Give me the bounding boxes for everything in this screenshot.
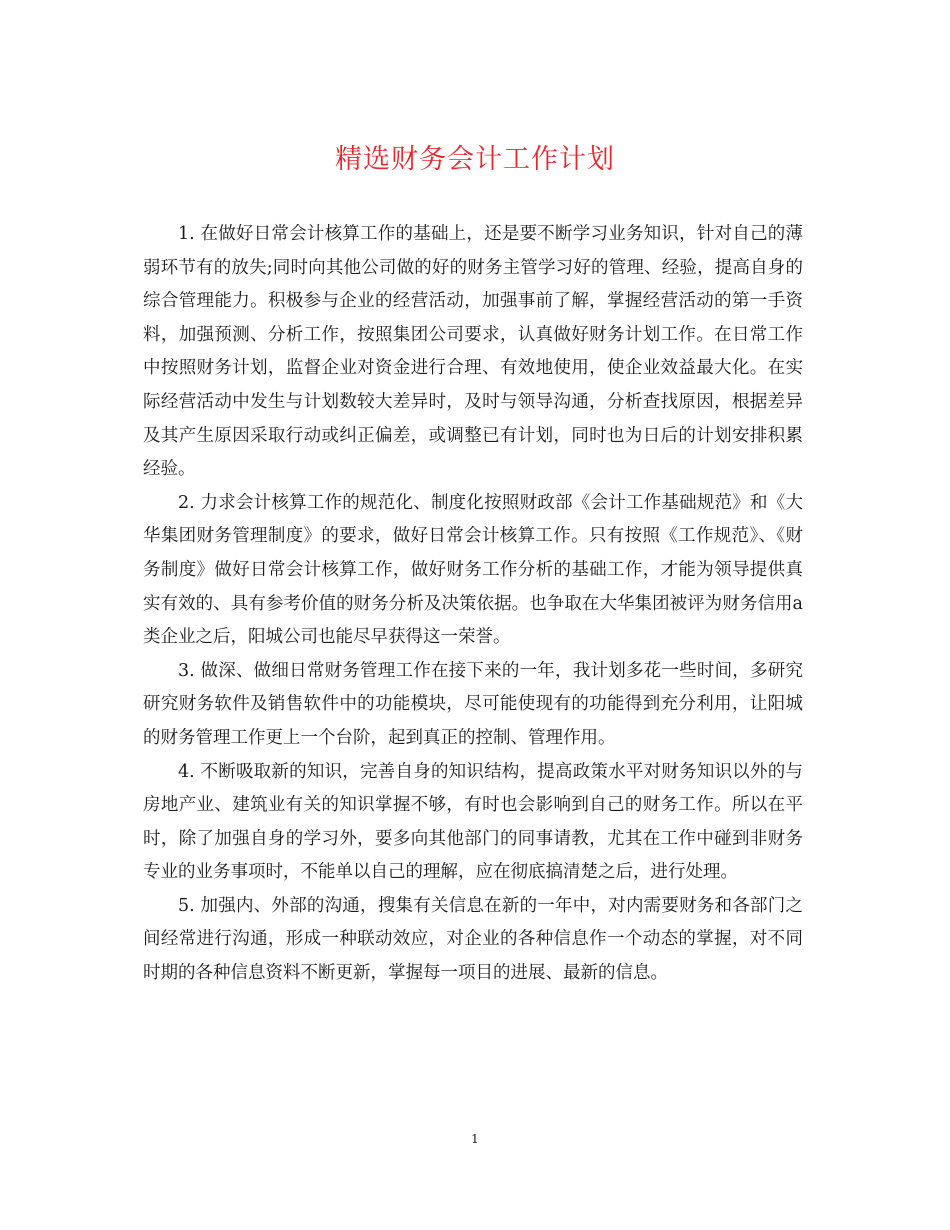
paragraph-1: 1. 在做好日常会计核算工作的基础上，还是要不断学习业务知识，针对自己的薄弱环节有的放失;同时向其他公司做的好的财务主管学习好的管理、经验，提高自身的综合管理能力。积极参与企业的经营活动，加强事前了解，掌握经营活动的第一手资料，加强预测、分析工作，按照集团公司要求，认真做好财务计划工作。在日常工作中按照财务计划，监督企业对资金进行合理、有效地使用，使企业效益最大化。在实际经营活动中发生与计划数较大差异时，及时与领导沟通，分析查找原因，根据差异及其产生原因采取行动或纠正偏差，或调整已有计划，同时也为日后的计划安排积累经验。: [143, 224, 803, 480]
paragraph-4: 4. 不断吸取新的知识，完善自身的知识结构，提高政策水平对财务知识以外的与房地产业、建筑业有关的知识掌握不够，有时也会影响到自己的财务工作。所以在平时，除了加强自身的学习外，要多向其他部门的同事请教，尤其在工作中碰到非财务专业的业务事项时，不能单以自己的理解，应在彻底搞清楚之后，进行处理。: [143, 761, 803, 883]
paragraph-2: 2. 力求会计核算工作的规范化、制度化按照财政部《会计工作基础规范》和《大华集团财务管理制度》的要求，做好日常会计核算工作。只有按照《工作规范》、《财务制度》做好日常会计核算工作，做好财务工作分析的基础工作，才能为领导提供真实有效的、具有参考价值的财务分析及决策依据。也争取在大华集团被评为财务信用a类企业之后，阳城公司也能尽早获得这一荣誉。: [143, 492, 803, 648]
page-number: 1: [471, 1132, 479, 1146]
paragraph-5: 5. 加强内、外部的沟通，搜集有关信息在新的一年中，对内需要财务和各部门之间经常进行沟通，形成一种联动效应，对企业的各种信息作一个动态的掌握，对不同时期的各种信息资料不断更新，掌握每一项目的进展、最新的信息。: [143, 895, 803, 984]
paragraph-3: 3. 做深、做细日常财务管理工作在接下来的一年，我计划多花一些时间，多研究研究财务软件及销售软件中的功能模块，尽可能使现有的功能得到充分利用，让阳城的财务管理工作更上一个台阶，起到真正的控制、管理作用。: [143, 660, 803, 748]
document-title: 精选财务会计工作计划: [335, 144, 615, 175]
document-body: [143, 218, 803, 991]
